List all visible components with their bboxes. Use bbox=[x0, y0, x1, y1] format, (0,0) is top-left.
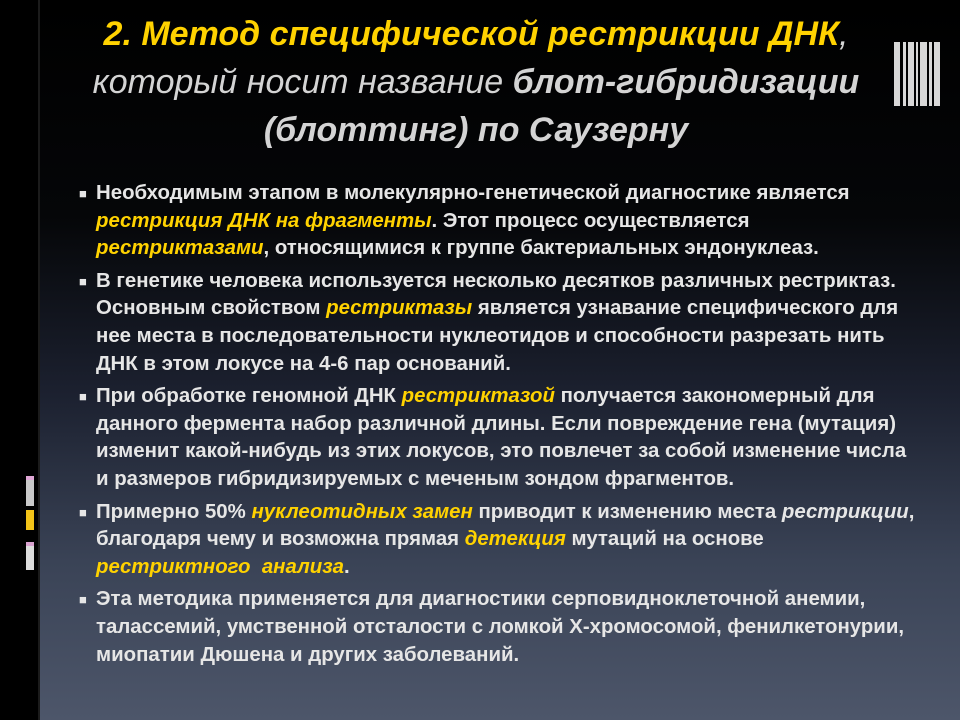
bullet-text: Необходимым этапом в молекулярно-генетической диагностике является bbox=[96, 182, 850, 204]
highlight-term: рестрикция ДНК на фрагменты bbox=[96, 209, 432, 232]
bullet-text: . bbox=[343, 555, 350, 578]
bullet-text: , благодаря чему и возможна прямая bbox=[96, 500, 915, 551]
bullet-text: В генетике человека используется несколько десятков различных рестриктаз. Основным свойством bbox=[96, 269, 896, 320]
title-line-1 bbox=[60, 10, 892, 58]
bullet-item-4 bbox=[79, 499, 916, 582]
bullet-text: . Этот процесс осуществляется bbox=[431, 209, 750, 232]
bullet-square-icon: ■ bbox=[79, 273, 87, 289]
slide-title bbox=[60, 10, 892, 154]
bullet-item-3 bbox=[79, 383, 916, 493]
bullet-text: При обработке геномной ДНК bbox=[96, 385, 402, 408]
accent-block-grey-top bbox=[26, 476, 34, 506]
title-subtitle-plain: который носит название bbox=[92, 63, 513, 101]
title-line-2 bbox=[60, 58, 892, 106]
accent-block-grey-bottom bbox=[26, 542, 34, 570]
decorative-stripes bbox=[894, 42, 940, 106]
highlight-term: детекция bbox=[464, 528, 566, 551]
bullet-square-icon: ■ bbox=[79, 389, 87, 405]
highlight-term: рестриктазами bbox=[96, 237, 264, 260]
bullet-list bbox=[79, 180, 916, 674]
left-divider-line bbox=[38, 0, 40, 720]
highlight-term: рестриктазы bbox=[326, 297, 473, 320]
title-line-3: (блоттинг) по Саузерну bbox=[263, 111, 689, 149]
highlight-term: рестриктазой bbox=[401, 385, 555, 408]
italic-term: рестрикции bbox=[781, 500, 909, 523]
left-border-panel bbox=[0, 0, 38, 720]
bullet-square-icon: ■ bbox=[79, 504, 87, 520]
highlight-term: нуклеотидных замен bbox=[251, 500, 473, 523]
bullet-item-1 bbox=[79, 180, 916, 263]
bullet-text: , относящимися к группе бактериальных эндонуклеаз. bbox=[263, 237, 819, 260]
bullet-text: получается закономерный для данного фермента набор различной длины. Если повреждение гена (мутация) изменит какой-нибудь из этих локусов, это повлечет за собой изменение числа и размеров гибридизируемых с меченым зондом фрагментов. bbox=[96, 385, 907, 490]
title-subtitle-bold: блот-гибридизации bbox=[512, 63, 860, 101]
bullet-text: Эта методика применяется для диагностики серповидноклеточной анемии, талассемий, умственной отсталости с ломкой Х-хромосомой, фенилкетонурии, миопатии Дюшена и других заболеваний. bbox=[96, 588, 905, 666]
accent-block-yellow bbox=[26, 510, 34, 530]
title-main: 2. Метод специфической рестрикции ДНК bbox=[103, 15, 839, 53]
bullet-square-icon: ■ bbox=[79, 186, 87, 201]
bullet-text: приводит к изменению места bbox=[472, 500, 782, 523]
title-comma: , bbox=[839, 15, 849, 53]
bullet-text: мутаций на основе bbox=[565, 528, 764, 551]
bullet-item-2 bbox=[79, 268, 916, 378]
highlight-term: рестриктного анализа bbox=[96, 555, 344, 578]
bullet-text: Примерно 50% bbox=[96, 500, 252, 523]
bullet-item-5 bbox=[79, 586, 916, 669]
bullet-square-icon: ■ bbox=[79, 592, 87, 608]
bullet-text: является узнавание специфического для нее места в последовательности нуклеотидов и способности разрезать нить ДНК в этом локусе на 4-6 пар оснований. bbox=[96, 297, 899, 375]
